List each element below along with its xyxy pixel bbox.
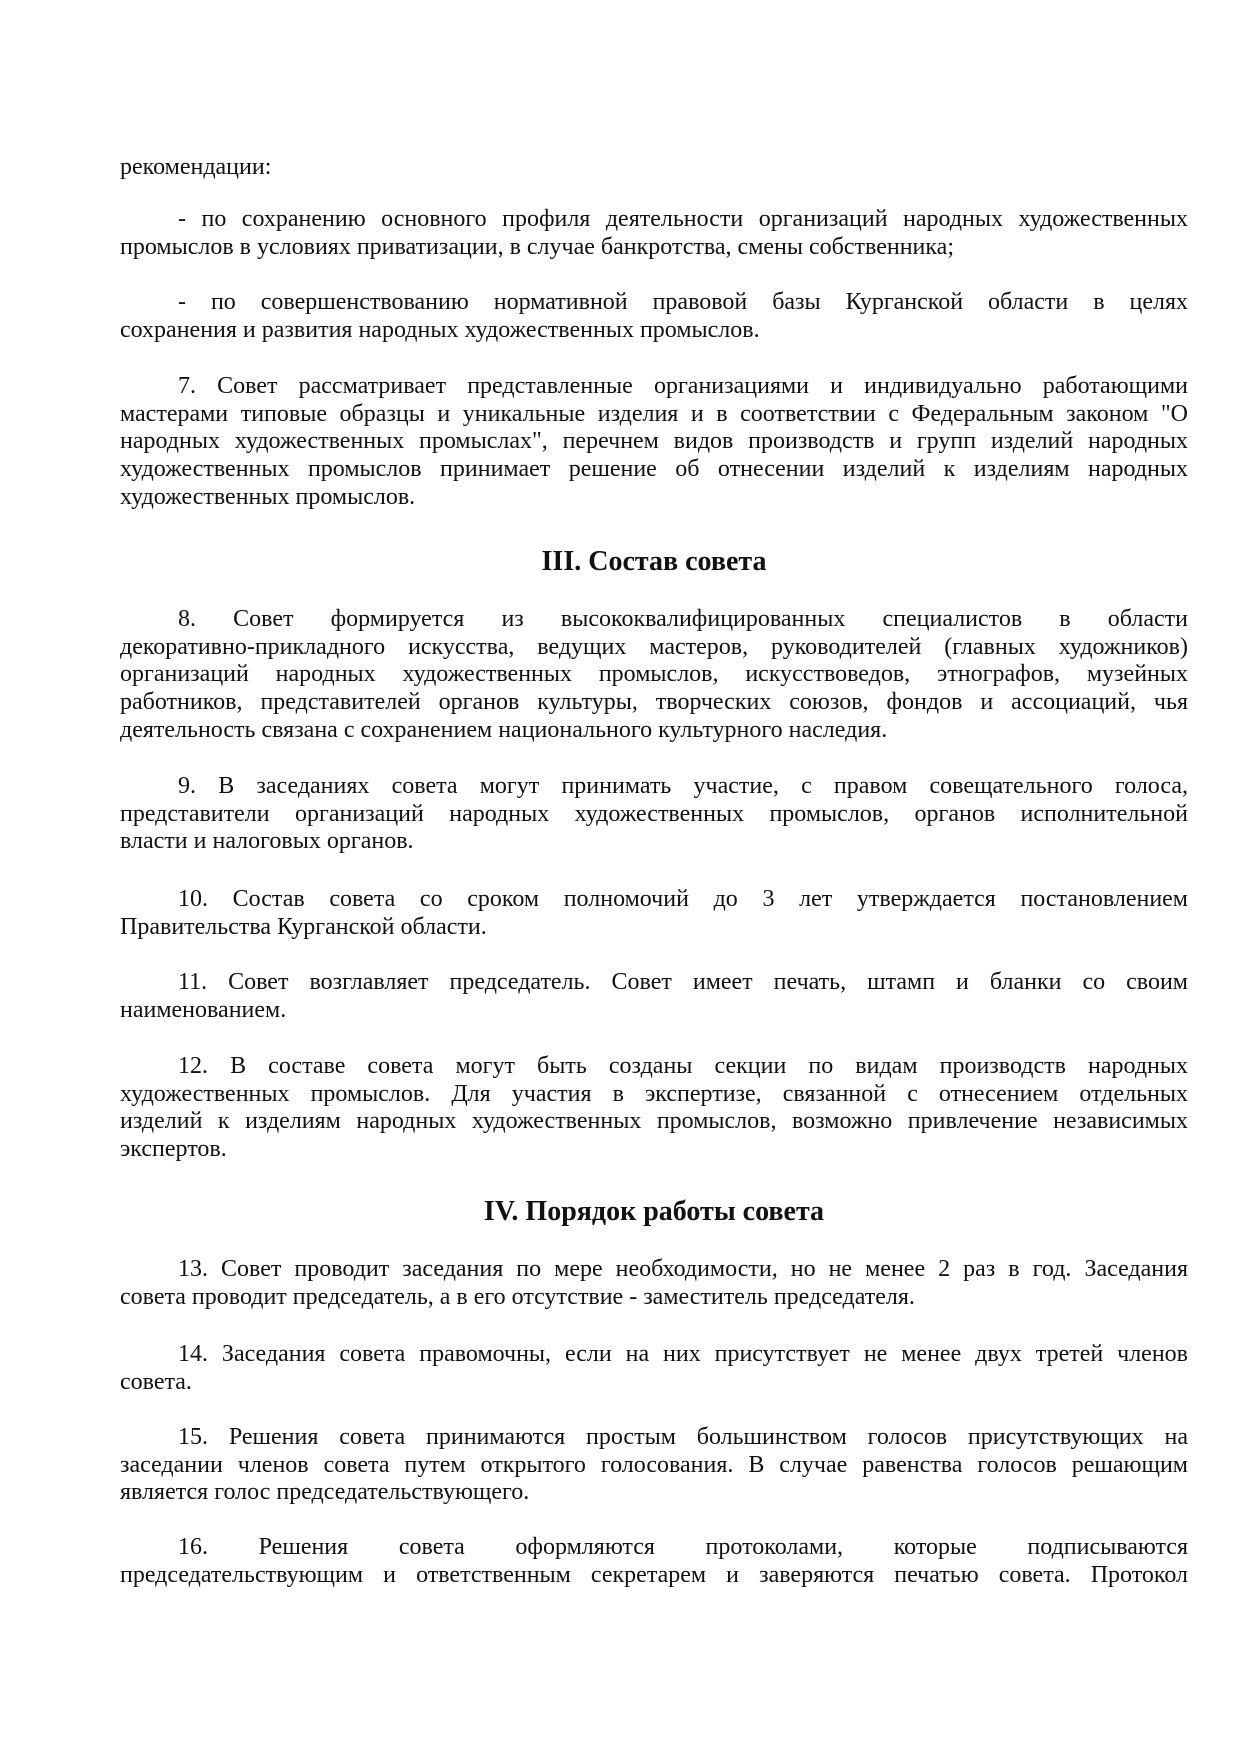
section-heading: III. Состав совета (541, 546, 767, 577)
paragraph-line: рекомендации: (120, 154, 272, 180)
paragraph-line: 15. Решения совета принимаются простым большинством голосов присутствующих на (178, 1424, 1188, 1450)
paragraph-line: - по совершенствованию нормативной правовой базы Курганской области в целях (178, 289, 1188, 315)
paragraph-line: 10. Состав совета со сроком полномочий до 3 лет утверждается постановлением (178, 886, 1188, 912)
paragraph (120, 969, 1188, 1024)
paragraph (120, 1534, 1188, 1589)
paragraph-line: - по сохранению основного профиля деятельности организаций народных художественных (178, 206, 1188, 232)
section-heading: IV. Порядок работы совета (483, 1196, 825, 1227)
paragraph-line: совета. (120, 1368, 192, 1395)
paragraph (120, 373, 1188, 511)
paragraph-line: Правительства Курганской области. (120, 913, 487, 940)
paragraph-line: экспертов. (120, 1136, 227, 1163)
paragraph-line: мастерами типовые образцы и уникальные изделия и в соответствии с Федеральным законом "О (120, 400, 1188, 427)
paragraph-line: работников, представителей органов культуры, творческих союзов, фондов и ассоциаций, чья (120, 689, 1188, 716)
paragraph (120, 886, 1188, 941)
paragraph (120, 606, 1188, 744)
paragraph-line: промыслов в условиях приватизации, в случае банкротства, смены собственника; (120, 233, 954, 260)
paragraph-line: деятельность связана с сохранением национального культурного наследия. (120, 716, 888, 743)
paragraph-line: сохранения и развития народных художественных промыслов. (120, 316, 760, 343)
paragraph (120, 206, 1188, 261)
paragraph-line: является голос председательствующего. (120, 1479, 530, 1506)
paragraph-line: 7. Совет рассматривает представленные организациями и индивидуально работающими (178, 373, 1188, 399)
paragraph-line: декоративно-прикладного искусства, ведущих мастеров, руководителей (главных художников) (120, 633, 1188, 660)
paragraph-line: 14. Заседания совета правомочны, если на них присутствует не менее двух третей членов (178, 1341, 1188, 1367)
paragraph-line: власти и налоговых органов. (120, 828, 414, 855)
paragraph (120, 1053, 1188, 1164)
paragraph-line: представители организаций народных художественных промыслов, органов исполнительной (120, 800, 1188, 827)
paragraph-line: совета проводит председатель, а в его отсутствие - заместитель председателя. (120, 1283, 915, 1310)
paragraph-line: художественных промыслов принимает решение об отнесении изделий к изделиям народных (120, 456, 1188, 483)
paragraph-line: народных художественных промыслах", перечнем видов производств и групп изделий народных (120, 428, 1188, 455)
paragraph (120, 773, 1188, 856)
paragraph-line: 8. Совет формируется из высококвалифицированных специалистов в области (178, 606, 1188, 632)
paragraph-line: художественных промыслов. (120, 483, 416, 510)
paragraph-line: председательствующим и ответственным секретарем и заверяются печатью совета. Протокол (120, 1561, 1188, 1588)
paragraph (120, 154, 1188, 182)
paragraph-line: 12. В составе совета могут быть созданы секции по видам производств народных (178, 1053, 1188, 1079)
paragraph-line: 11. Совет возглавляет председатель. Совет имеет печать, штамп и бланки со своим (178, 969, 1188, 995)
paragraph-line: изделий к изделиям народных художественных промыслов, возможно привлечение независимых (120, 1108, 1188, 1135)
paragraph-line: заседании членов совета путем открытого голосования. В случае равенства голосов решающим (120, 1451, 1188, 1478)
paragraph-line: организаций народных художественных промыслов, искусствоведов, этнографов, музейных (120, 661, 1188, 688)
paragraph-line: 9. В заседаниях совета могут принимать участие, с правом совещательного голоса, (178, 773, 1188, 799)
paragraph (120, 1424, 1188, 1507)
paragraph (120, 289, 1188, 344)
paragraph-line: 16. Решения совета оформляются протоколами, которые подписываются (178, 1534, 1188, 1560)
paragraph-line: наименованием. (120, 996, 287, 1023)
paragraph (120, 1256, 1188, 1311)
paragraph-line: 13. Совет проводит заседания по мере необходимости, но не менее 2 раз в год. Заседания (178, 1256, 1188, 1282)
paragraph-line: художественных промыслов. Для участия в экспертизе, связанной с отнесением отдельных (120, 1080, 1188, 1107)
paragraph (120, 1341, 1188, 1396)
